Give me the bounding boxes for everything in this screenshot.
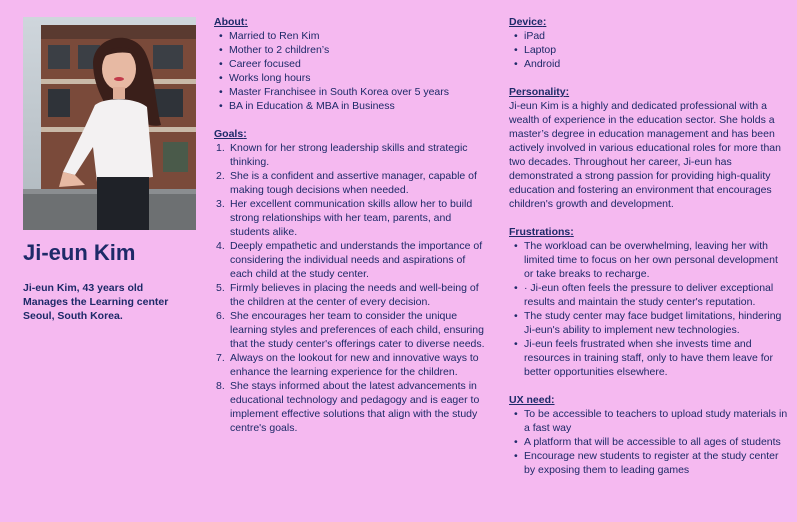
bio-role: Manages the Learning center — [23, 296, 169, 308]
list-item: • · Ji-eun often feels the pressure to deliver exceptional results and maintain the study center's reputation. — [509, 281, 789, 309]
frustrations-list — [509, 239, 789, 379]
ux-need-list — [509, 407, 789, 477]
about-title: About: — [214, 16, 248, 28]
persona-photo — [23, 17, 196, 230]
list-item: Deeply empathetic and understands the importance of considering the individual needs and aspirations of each child at the study center. — [230, 240, 483, 280]
goals-title: Goals: — [214, 128, 247, 140]
middle-column — [214, 15, 489, 435]
list-item: • BA in Education & MBA in Business — [214, 99, 489, 113]
about-list — [214, 29, 489, 113]
ux-need-title: UX need: — [509, 394, 555, 406]
list-item: • To be accessible to teachers to upload study materials in a fast way — [509, 407, 789, 435]
list-item: Known for her strong leadership skills and strategic thinking. — [230, 142, 468, 168]
list-item: • Ji-eun feels frustrated when she invests time and resources in training staff, only to have them leave for better opportunities elsewhere. — [509, 337, 789, 379]
list-item: • Master Franchisee in South Korea over 5 years — [214, 85, 489, 99]
persona-bio — [23, 281, 208, 323]
list-item: Always on the lookout for new and innovative ways to enhance the learning experience for the children. — [230, 352, 479, 378]
frustrations-title: Frustrations: — [509, 226, 574, 238]
list-item: • Android — [509, 57, 789, 71]
list-item: • Encourage new students to register at the study center by exposing them to leading games — [509, 449, 789, 477]
bio-age: Ji-eun Kim, 43 years old — [23, 282, 144, 294]
bio-location: Seoul, South Korea. — [23, 310, 123, 322]
list-item: • Mother to 2 children’s — [214, 43, 489, 57]
list-item: • Married to Ren Kim — [214, 29, 489, 43]
list-item: Firmly believes in placing the needs and well-being of the children at the center of every decision. — [230, 282, 479, 308]
list-item: • Career focused — [214, 57, 489, 71]
list-item: Her excellent communication skills allow her to build strong relationships with her team, parents, and students alike. — [230, 198, 473, 238]
persona-name: Ji-eun Kim — [23, 240, 136, 265]
list-item: • The workload can be overwhelming, leaving her with limited time to focus on her own personal development or take breaks to recharge. — [509, 239, 789, 281]
right-column — [509, 15, 789, 477]
personality-title: Personality: — [509, 86, 570, 98]
goals-list — [214, 141, 489, 435]
list-item: • Works long hours — [214, 71, 489, 85]
list-item: She stays informed about the latest advancements in educational technology and pedagogy and is eager to implement effective solutions that align with the study centre's goals. — [230, 380, 480, 434]
device-title: Device: — [509, 16, 547, 28]
list-item: • iPad — [509, 29, 789, 43]
list-item: She is a confident and assertive manager, capable of making tough decisions when needed. — [230, 170, 477, 196]
personality-text: Ji-eun Kim is a highly and dedicated professional with a wealth of experience in the education sector. She holds a master’s degree in education management and has been actively involved in various educational roles for more than two decades. Throughout her career, Ji-eun has demonstrated a strong passion for providing high-quality education and fostering an environment that encourages children's growth and development. — [509, 100, 781, 210]
list-item: • A platform that will be accessible to all ages of students — [509, 435, 789, 449]
list-item: She encourages her team to consider the unique learning styles and preferences of each child, ensuring that the study center's offerings cater to diverse needs. — [230, 310, 485, 350]
list-item: • Laptop — [509, 43, 789, 57]
device-list — [509, 29, 789, 71]
list-item: • The study center may face budget limitations, hindering Ji-eun's ability to implement new technologies. — [509, 309, 789, 337]
